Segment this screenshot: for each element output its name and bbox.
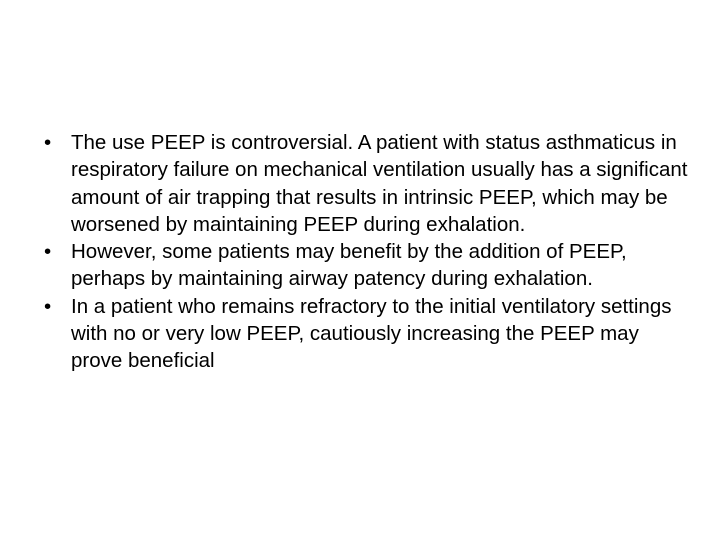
- bullet-item-increasing-peep: [44, 293, 694, 375]
- bullet-list: [44, 129, 694, 375]
- bullet-point-icon: •: [44, 240, 52, 264]
- bullet-item-peep-controversial: [44, 129, 694, 238]
- bullet-text: The use PEEP is controversial. A patient with status asthmaticus in respiratory failure on mechanical ventilation usually has a significant amount of air trapping that results in intrinsic PEEP, which may be worsened by maintaining PEEP during exhalation.: [71, 131, 688, 236]
- bullet-point-icon: •: [44, 294, 52, 318]
- bullet-text: In a patient who remains refractory to the initial ventilatory settings with no or very low PEEP, cautiously increasing the PEEP may prove beneficial: [71, 294, 672, 373]
- bullet-text: However, some patients may benefit by the addition of PEEP, perhaps by maintaining airway patency during exhalation.: [71, 240, 627, 291]
- bullet-item-peep-benefit: [44, 238, 694, 293]
- bullet-point-icon: •: [44, 131, 52, 154]
